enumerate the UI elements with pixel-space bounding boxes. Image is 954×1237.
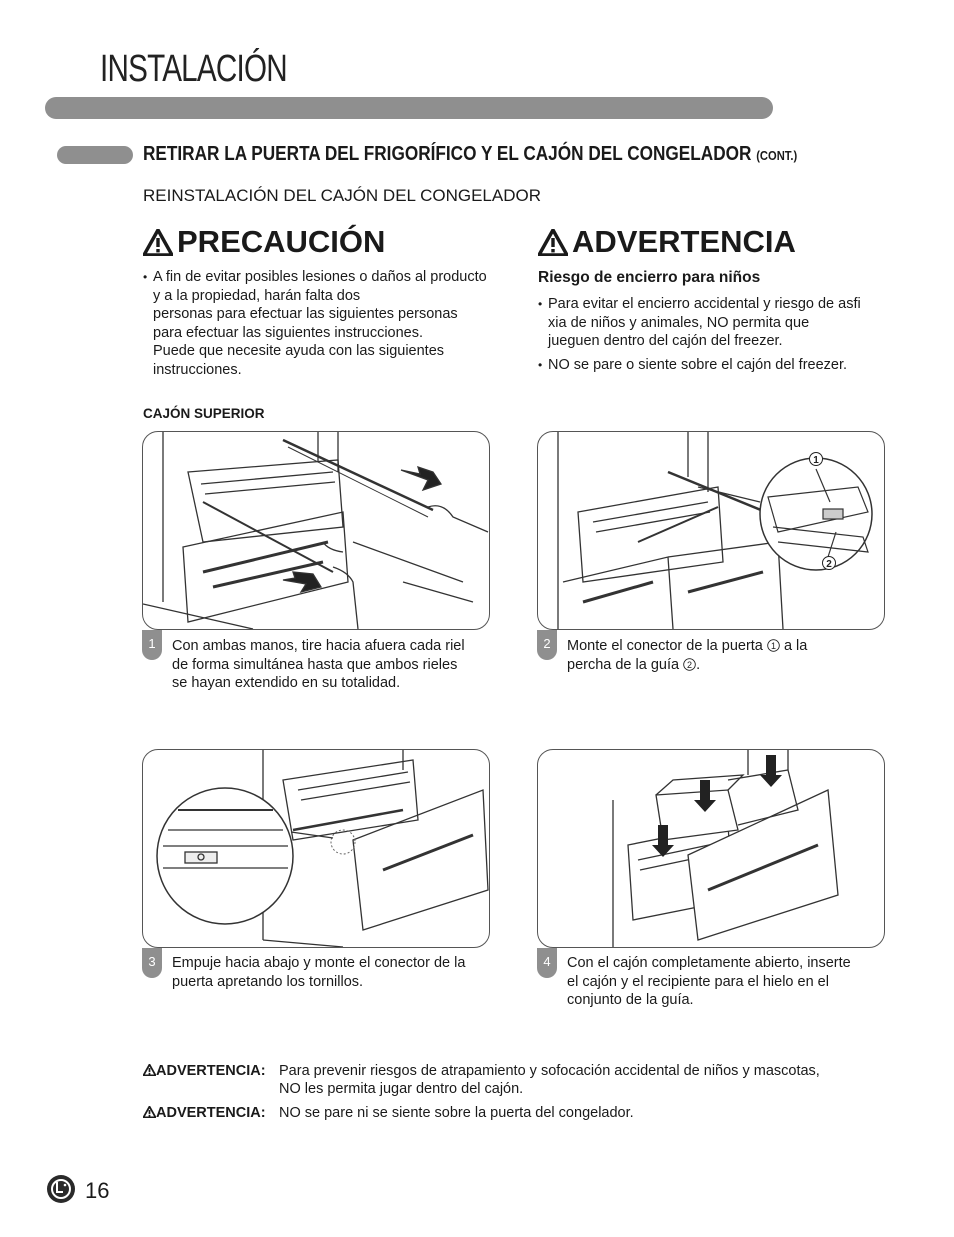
marker-one: 1	[813, 455, 819, 466]
step-2-line1a: Monte el conector de la puerta	[567, 638, 763, 654]
circled-marker-icon	[767, 639, 780, 652]
section-heading-suffix: (CONT.)	[756, 148, 798, 163]
warning-bullet-2	[538, 356, 898, 375]
step-1-number: 1	[142, 630, 162, 660]
caution-line: para efectuar las siguientes instrucciones.	[153, 324, 424, 341]
caution-bullet	[143, 268, 523, 379]
step-4-number: 4	[537, 948, 557, 978]
step-line: Empuje hacia abajo y monte el conector de la	[172, 955, 466, 971]
caution-title-text: PRECAUCIÓN	[177, 224, 386, 259]
footer-warning-2	[143, 1104, 903, 1122]
step-1-text	[172, 637, 492, 693]
footer-warning-line: NO se pare ni se siente sobre la puerta del congelador.	[279, 1105, 634, 1121]
step-2-line1b: a la	[783, 638, 808, 654]
warning-triangle-icon	[143, 1106, 156, 1118]
footer-warning-line: NO les permita jugar dentro del cajón.	[279, 1081, 524, 1097]
step-3-number: 3	[142, 948, 162, 978]
warning-line: • Para evitar el encierro accidental y riesgo de asfi	[548, 296, 861, 312]
warning-triangle-icon	[538, 229, 568, 256]
warning-body	[538, 295, 898, 374]
footer-warning-label-text: ADVERTENCIA:	[156, 1105, 266, 1121]
step-line: Con el cajón completamente abierto, inserte	[567, 955, 851, 971]
step-3-illustration	[142, 749, 490, 948]
connector-mount-diagram	[538, 432, 884, 629]
step-4-text	[567, 954, 887, 1010]
drawer-insert-diagram	[538, 750, 884, 947]
caution-body	[143, 268, 523, 379]
marker-two: 2	[826, 559, 832, 570]
warning-line: jueguen dentro del cajón del freezer.	[548, 333, 783, 349]
warning-title-text: ADVERTENCIA	[572, 224, 796, 259]
caution-line: instrucciones.	[153, 361, 242, 378]
step-line: puerta apretando los tornillos.	[172, 973, 364, 990]
caution-line: Puede que necesite ayuda con las siguientes	[153, 343, 445, 359]
caution-line: personas para efectuar las siguientes personas	[153, 306, 458, 322]
page-title: INSTALACIÓN	[100, 48, 287, 90]
page-number: 16	[85, 1178, 110, 1203]
warning-line: xia de niños y animales, NO permita que	[548, 314, 810, 331]
step-3-text	[172, 954, 492, 991]
step-line: Con ambas manos, tire hacia afuera cada riel	[172, 638, 465, 654]
warning-bullet-1	[538, 295, 898, 351]
circled-marker-icon	[683, 658, 696, 671]
step-line: el cajón y el recipiente para el hielo en el	[567, 973, 829, 990]
step-2-line2b: .	[696, 656, 701, 673]
title-bar	[45, 97, 773, 119]
step-4-illustration	[537, 749, 885, 948]
section-pill	[57, 146, 133, 164]
risk-title: Riesgo de encierro para niños	[538, 269, 761, 286]
sub-heading: REINSTALACIÓN DEL CAJÓN DEL CONGELADOR	[143, 186, 542, 205]
rail-pull-diagram	[143, 432, 489, 629]
upper-drawer-label: CAJÓN SUPERIOR	[143, 406, 265, 421]
screw-tighten-diagram	[143, 750, 489, 947]
step-2-number: 2	[537, 630, 557, 660]
step-line	[567, 637, 887, 656]
step-1-illustration	[142, 431, 490, 630]
warning-triangle-icon	[143, 229, 173, 256]
footer-warning-label	[143, 1104, 279, 1122]
marker-num: 2	[687, 659, 693, 670]
footer-warning-line: Para prevenir riesgos de atrapamiento y sofocación accidental de niños y mascotas,	[279, 1063, 820, 1079]
step-2-text	[567, 637, 887, 674]
marker-num: 1	[770, 641, 776, 651]
caution-line: • A fin de evitar posibles lesiones o daños al producto	[153, 269, 487, 285]
footer-warning-label	[143, 1062, 279, 1098]
warning-triangle-icon	[143, 1064, 156, 1076]
caution-line: y a la propiedad, harán falta dos	[153, 287, 361, 304]
warning-title	[538, 224, 796, 260]
step-2-illustration	[537, 431, 885, 630]
caution-title	[143, 224, 385, 260]
step-line: conjunto de la guía.	[567, 992, 694, 1008]
section-heading-text: RETIRAR LA PUERTA DEL FRIGORÍFICO Y EL CAJÓN DEL CONGELADOR	[143, 143, 752, 165]
lg-logo-icon	[46, 1174, 76, 1204]
footer-warning-label-text: ADVERTENCIA:	[156, 1063, 266, 1079]
footer-warning-1	[143, 1062, 903, 1098]
step-line: de forma simultánea hasta que ambos rieles	[172, 656, 458, 673]
section-heading	[143, 143, 797, 166]
step-2-line2a: percha de la guía	[567, 656, 680, 673]
warning-line: • NO se pare o siente sobre el cajón del freezer.	[548, 356, 848, 373]
step-line: se hayan extendido en su totalidad.	[172, 675, 401, 691]
step-line	[567, 656, 887, 675]
